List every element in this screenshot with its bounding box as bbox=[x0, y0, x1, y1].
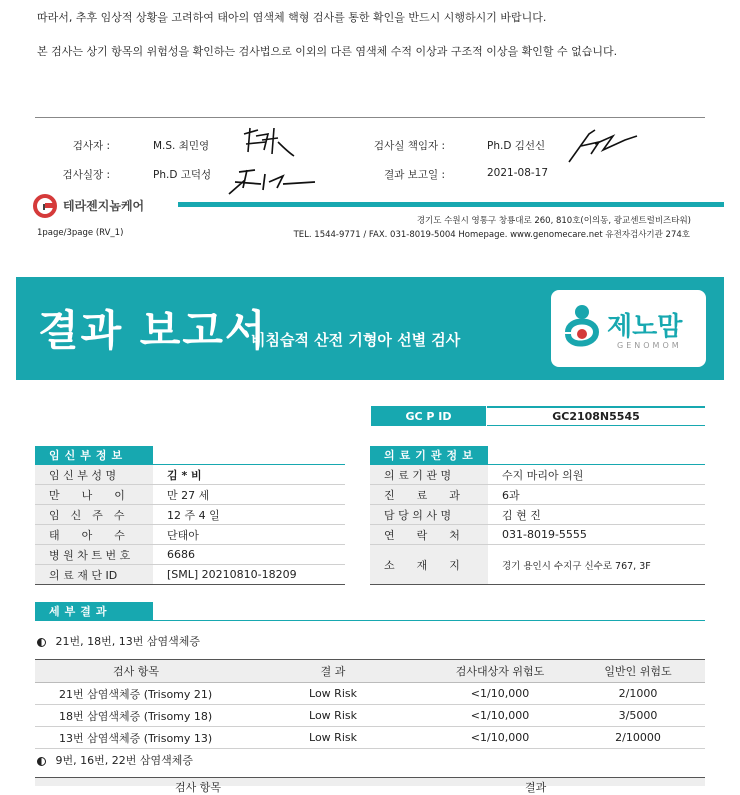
row-value: 6과 bbox=[502, 488, 520, 502]
group1-title-text: 21번, 18번, 13번 삼염색체증 bbox=[55, 635, 200, 648]
patient-row bbox=[35, 565, 345, 585]
cell: <1/10,000 bbox=[429, 727, 571, 749]
gcp-id-value: GC2108N5545 bbox=[487, 406, 705, 426]
column-header: 일반인 위험도 bbox=[571, 660, 705, 683]
row-value: 수지 마리아 의원 bbox=[502, 468, 584, 482]
report-title: 결과 보고서 bbox=[38, 306, 268, 355]
row-label: 만 나 이 bbox=[35, 485, 153, 504]
row-value: 만 27 세 bbox=[167, 488, 210, 502]
column-header: 결과 bbox=[525, 781, 547, 794]
row-value: 단태아 bbox=[167, 528, 199, 542]
lab-manager-label: 검사실 책임자 : bbox=[373, 140, 445, 152]
institution-row bbox=[370, 505, 705, 525]
company-name: 테라젠지놈케어 bbox=[63, 199, 145, 213]
gcp-id-label: GC P ID bbox=[371, 406, 486, 426]
page-info: 1page/3page (RV_1) bbox=[37, 228, 124, 238]
logo-kr: 제노맘 bbox=[607, 312, 683, 342]
cell: 13번 삼염색체증 (Trisomy 13) bbox=[35, 727, 237, 749]
patient-row bbox=[35, 465, 345, 485]
patient-info-section bbox=[35, 446, 345, 585]
row-value: 경기 용인시 수지구 신수로 767, 3F bbox=[502, 560, 651, 572]
cell: <1/10,000 bbox=[429, 683, 571, 705]
cell: 2/1000 bbox=[571, 683, 705, 705]
table-row bbox=[35, 727, 705, 749]
row-label: 소 재 지 bbox=[370, 545, 488, 584]
detail-results-section bbox=[35, 602, 705, 621]
cell: <1/10,000 bbox=[429, 705, 571, 727]
note-limitation: 본 검사는 상기 항목의 위험성을 확인하는 검사법으로 이외의 다른 염색체 수적 이상과 구조적 이상을 확인할 수 없습니다. bbox=[37, 45, 618, 58]
institution-row bbox=[370, 525, 705, 545]
report-subtitle: 비침습적 산전 기형아 선별 검사 bbox=[251, 331, 461, 349]
row-label: 의 료 재 단 ID bbox=[35, 565, 153, 584]
half-circle-icon bbox=[37, 757, 46, 766]
institution-row bbox=[370, 485, 705, 505]
table-header-row bbox=[35, 660, 705, 683]
column-header: 검사 항목 bbox=[175, 781, 222, 794]
lab-director-signature bbox=[225, 160, 320, 198]
cell: Low Risk bbox=[237, 683, 429, 705]
detail-results-header: 세부결과 bbox=[35, 602, 153, 620]
row-label: 임 신 주 수 bbox=[35, 505, 153, 524]
report-date-label: 결과 보고일 : bbox=[384, 169, 445, 181]
institution-info-header: 의료기관정보 bbox=[370, 446, 488, 464]
institution-row bbox=[370, 465, 705, 485]
patient-row bbox=[35, 485, 345, 505]
cell: 2/10000 bbox=[571, 727, 705, 749]
half-circle-icon bbox=[37, 638, 46, 647]
patient-row bbox=[35, 505, 345, 525]
lab-director-value: Ph.D 고덕성 bbox=[153, 169, 212, 181]
column-header: 검사대상자 위험도 bbox=[429, 660, 571, 683]
divider bbox=[35, 117, 705, 118]
row-label: 태 아 수 bbox=[35, 525, 153, 544]
group1-title bbox=[37, 633, 200, 649]
row-value: [SML] 20210810-18209 bbox=[167, 568, 297, 581]
logo-en: GENOMOM bbox=[617, 341, 682, 350]
section-line bbox=[35, 620, 705, 621]
group2-title-text: 9번, 16번, 22번 삼염색체증 bbox=[55, 754, 193, 767]
group2-table-header bbox=[35, 777, 705, 794]
cell: 21번 삼염색체증 (Trisomy 21) bbox=[35, 683, 237, 705]
institution-info-section bbox=[370, 446, 705, 585]
report-date-value: 2021-08-17 bbox=[487, 167, 549, 179]
terragen-logo-icon bbox=[33, 194, 57, 218]
patient-row bbox=[35, 545, 345, 565]
tester-signature bbox=[238, 122, 298, 164]
company-contact: TEL. 1544-9771 / FAX. 031-8019-5004 Homepage. www.genomecare.net 유전자검사기관 274호 bbox=[293, 230, 690, 240]
patient-row bbox=[35, 525, 345, 545]
tester-label: 검사자 : bbox=[72, 140, 110, 152]
cell: Low Risk bbox=[237, 727, 429, 749]
row-value: 12 주 4 일 bbox=[167, 508, 220, 522]
note-karyotype: 따라서, 추후 임상적 상황을 고려하여 태아의 염색체 핵형 검사를 통한 확인을 반드시 시행하시기 바랍니다. bbox=[37, 11, 547, 24]
cell: 3/5000 bbox=[571, 705, 705, 727]
row-label: 의 료 기 관 명 bbox=[370, 465, 488, 484]
row-value: 김 현 진 bbox=[502, 508, 541, 522]
row-label: 병 원 차 트 번 호 bbox=[35, 545, 153, 564]
teal-divider bbox=[178, 202, 724, 207]
institution-row bbox=[370, 545, 705, 585]
table-row bbox=[35, 705, 705, 727]
row-label: 임 신 부 성 명 bbox=[35, 465, 153, 484]
row-value: 031-8019-5555 bbox=[502, 528, 587, 541]
cell: Low Risk bbox=[237, 705, 429, 727]
row-label: 담 당 의 사 명 bbox=[370, 505, 488, 524]
genomom-logo-icon bbox=[562, 302, 602, 354]
company-address: 경기도 수원시 영통구 창룡대로 260, 810호(이의동, 광교센트럴비즈타워) bbox=[416, 216, 691, 226]
cell: 18번 삼염색체증 (Trisomy 18) bbox=[35, 705, 237, 727]
trisomy-results-table bbox=[35, 659, 705, 749]
patient-info-header: 임신부정보 bbox=[35, 446, 153, 464]
tester-value: M.S. 최민영 bbox=[153, 140, 210, 152]
row-label: 진 료 과 bbox=[370, 485, 488, 504]
table-row bbox=[35, 683, 705, 705]
column-header: 검사 항목 bbox=[35, 660, 237, 683]
lab-manager-signature bbox=[565, 124, 640, 166]
row-value: 6686 bbox=[167, 548, 195, 561]
lab-manager-value: Ph.D 김선신 bbox=[487, 140, 546, 152]
row-label: 연 락 처 bbox=[370, 525, 488, 544]
group2-title bbox=[37, 752, 193, 768]
row-value: 김 * 비 bbox=[167, 468, 202, 482]
lab-director-label: 검사실장 : bbox=[62, 169, 110, 181]
column-header: 결 과 bbox=[237, 660, 429, 683]
